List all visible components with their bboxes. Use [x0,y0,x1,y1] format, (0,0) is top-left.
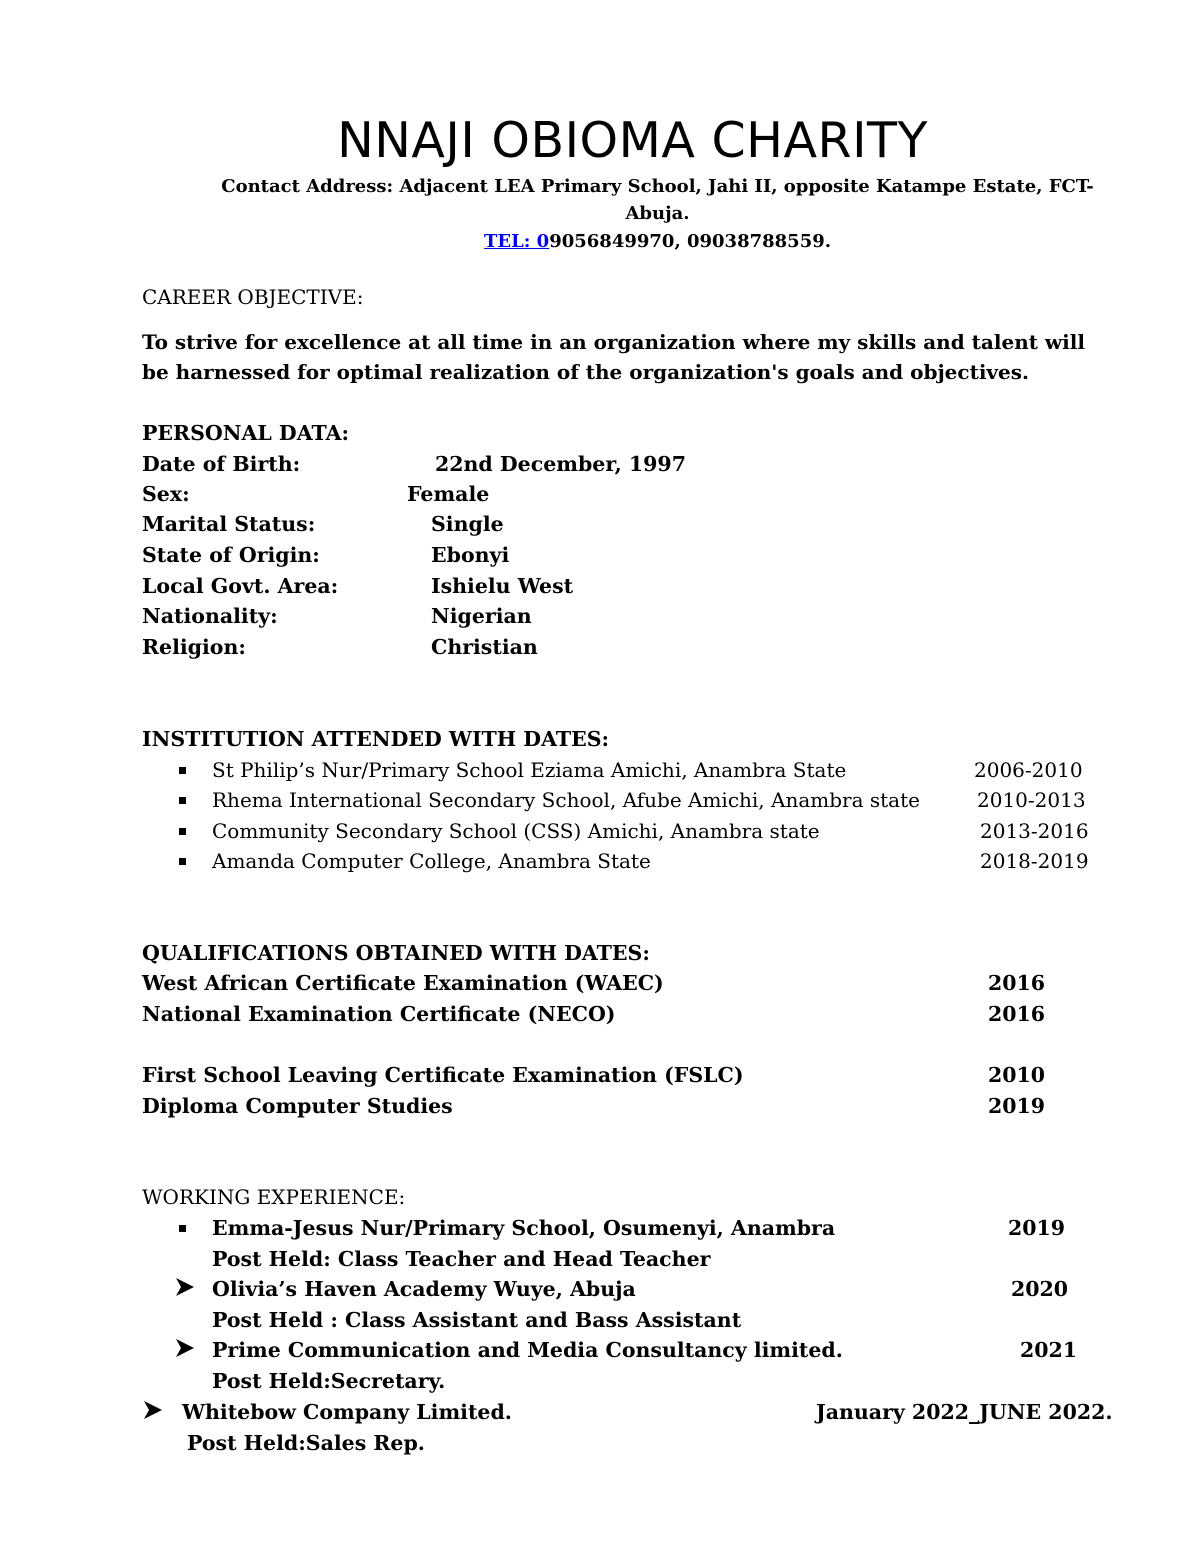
qualification-name: Diploma Computer Studies [142,1094,453,1118]
experience-employer: Whitebow Company Limited. [182,1400,512,1424]
institution-dates: 2013-2016 [980,819,1089,843]
career-objective-line2: be harnessed for optimal realization of the organization's goals and objectives. [142,360,1029,384]
institution-name: Amanda Computer College, Anambra State [212,849,651,873]
personal-label-religion: Religion: [142,635,246,659]
telephone-line [150,231,1165,252]
experience-post: Post Held: Class Teacher and Head Teacher [212,1247,711,1271]
personal-label-marital: Marital Status: [142,512,316,536]
personal-value-state: Ebonyi [431,543,510,567]
contact-address-line2: Abuja. [625,203,690,224]
personal-value-marital: Single [431,512,504,536]
institution-dates: 2006-2010 [974,758,1083,782]
qualification-year: 2016 [988,971,1046,995]
experience-year: January 2022_JUNE 2022. [816,1400,1113,1424]
telephone-link[interactable]: TEL: 0 [483,231,550,252]
institution-name: Rhema International Secondary School, Afube Amichi, Anambra state [212,788,920,812]
experience-employer: Prime Communication and Media Consultancy limited. [212,1338,843,1362]
candidate-name: NNAJI OBIOMA CHARITY [337,112,928,169]
personal-value-nationality: Nigerian [431,604,532,628]
qualification-year: 2010 [988,1063,1046,1087]
square-bullet-icon [179,797,186,804]
qualification-name: West African Certificate Examination (WAEC) [142,971,664,995]
personal-label-dob: Date of Birth: [142,452,301,476]
institution-dates: 2010-2013 [977,788,1086,812]
institutions-heading: INSTITUTION ATTENDED WITH DATES: [142,727,610,751]
qualification-name: First School Leaving Certificate Examination (FSLC) [142,1063,744,1087]
experience-year: 2019 [1008,1216,1066,1240]
personal-label-state: State of Origin: [142,543,320,567]
personal-label-sex: Sex: [142,482,190,506]
experience-employer: Olivia’s Haven Academy Wuye, Abuja [212,1277,636,1301]
contact-address-line1: Contact Address: Adjacent LEA Primary School, Jahi II, opposite Katampe Estate, FCT- [221,176,1094,197]
personal-label-nationality: Nationality: [142,604,278,628]
personal-value-religion: Christian [431,635,538,659]
arrowhead-bullet-icon [142,1399,164,1426]
experience-post: Post Held:Secretary. [212,1369,446,1393]
experience-heading: WORKING EXPERIENCE: [142,1185,406,1209]
personal-value-dob: 22nd December, 1997 [435,452,686,476]
qualifications-heading: QUALIFICATIONS OBTAINED WITH DATES: [142,941,650,965]
square-bullet-icon [179,1225,186,1232]
square-bullet-icon [179,858,186,865]
experience-post: Post Held:Sales Rep. [187,1431,425,1455]
institution-name: Community Secondary School (CSS) Amichi, Anambra state [212,819,820,843]
qualification-year: 2016 [988,1002,1046,1026]
personal-label-lga: Local Govt. Area: [142,574,339,598]
experience-year: 2020 [1011,1277,1069,1301]
experience-post: Post Held : Class Assistant and Bass Assistant [212,1308,742,1332]
personal-value-lga: Ishielu West [431,574,574,598]
square-bullet-icon [179,828,186,835]
telephone-numbers: 9056849970, 09038788559. [549,231,832,252]
qualification-year: 2019 [988,1094,1046,1118]
institution-dates: 2018-2019 [980,849,1089,873]
qualification-name: National Examination Certificate (NECO) [142,1002,616,1026]
arrowhead-bullet-icon [174,1337,196,1364]
career-objective-line1: To strive for excellence at all time in an organization where my skills and talent will [142,330,1085,354]
institution-name: St Philip’s Nur/Primary School Eziama Amichi, Anambra State [212,758,847,782]
experience-year: 2021 [1020,1338,1078,1362]
personal-data-heading: PERSONAL DATA: [142,421,350,445]
arrowhead-bullet-icon [174,1276,196,1303]
career-objective-heading: CAREER OBJECTIVE: [142,285,364,309]
square-bullet-icon [179,767,186,774]
personal-value-sex: Female [407,482,490,506]
experience-employer: Emma-Jesus Nur/Primary School, Osumenyi, Anambra [212,1216,836,1240]
